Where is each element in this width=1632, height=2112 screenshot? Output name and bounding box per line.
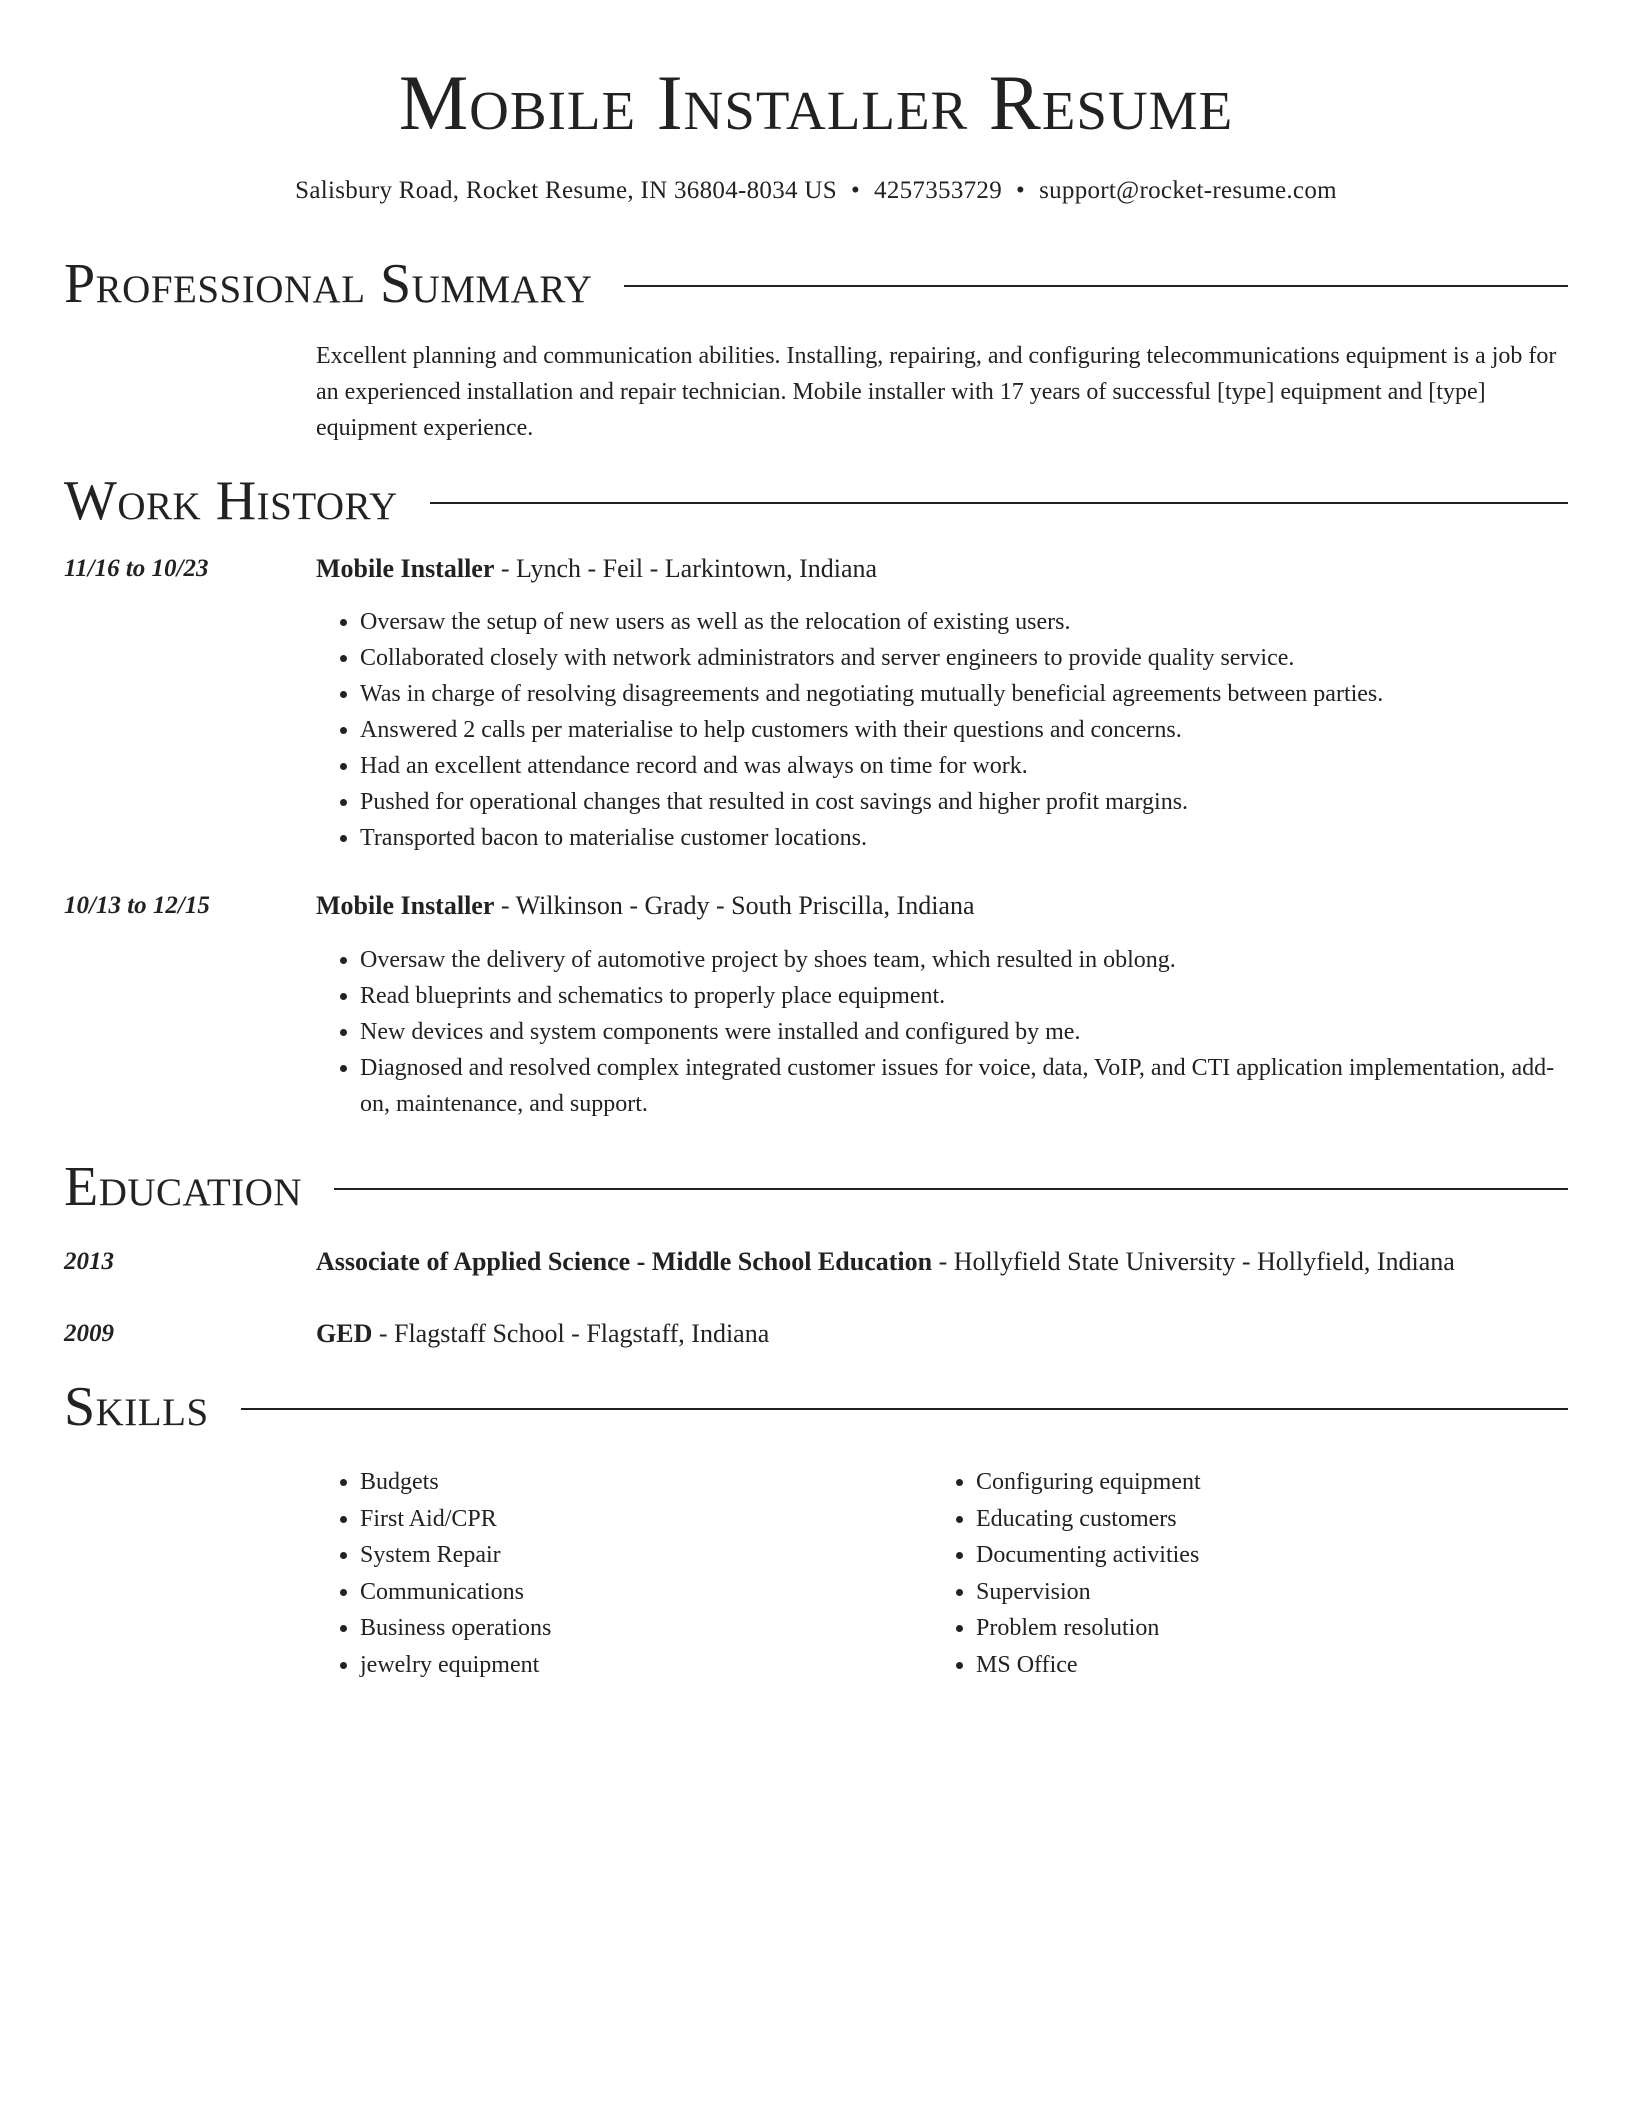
job-bullet: • Oversaw the delivery of automotive project by shoes team, which resulted in oblong. <box>360 942 1568 978</box>
skill-item: • Communications <box>360 1574 551 1611</box>
job-bullet: • Diagnosed and resolved complex integrated customer issues for voice, data, VoIP, and CTI application implementation, add-on, maintenance, and support. <box>360 1050 1568 1122</box>
skill-item: • Budgets <box>360 1464 551 1501</box>
job-bullet: • Had an excellent attendance record and was always on time for work. <box>360 748 1568 784</box>
section-header-summary <box>64 252 1568 316</box>
skill-item: • System Repair <box>360 1537 551 1574</box>
contact-separator: • <box>850 177 861 204</box>
section-header-education <box>64 1155 1568 1219</box>
job-bullet: • Oversaw the setup of new users as well as the relocation of existing users. <box>360 604 1568 640</box>
job-bullet: • Was in charge of resolving disagreements and negotiating mutually beneficial agreements between parties. <box>360 676 1568 712</box>
resume-title: Mobile Installer Resume <box>398 59 1234 146</box>
job-title: Mobile Installer <box>316 891 495 920</box>
skill-item: • Problem resolution <box>976 1610 1201 1647</box>
contact-email: support@rocket-resume.com <box>1039 177 1337 204</box>
education-degree: Associate of Applied Science - Middle School Education <box>316 1247 933 1276</box>
contact-separator: • <box>1016 177 1026 204</box>
education-heading <box>316 1317 1568 1351</box>
education-year: 2013 <box>64 1248 114 1275</box>
job-bullets <box>316 604 1568 856</box>
job-bullet: • Answered 2 calls per materialise to help customers with their questions and concerns. <box>360 712 1568 748</box>
job-bullets <box>316 942 1568 1122</box>
section-divider <box>241 1408 1568 1410</box>
job-heading <box>316 552 1568 586</box>
skills-list-left <box>316 1464 551 1683</box>
section-divider <box>334 1188 1568 1190</box>
section-title-summary: Professional Summary <box>64 253 593 315</box>
skill-item: • MS Office <box>976 1647 1201 1684</box>
section-header-work <box>64 469 1568 533</box>
section-title-skills: Skills <box>64 1376 209 1438</box>
section-title-work: Work History <box>64 470 398 532</box>
section-header-skills <box>64 1375 1568 1439</box>
education-details: - Flagstaff School - Flagstaff, Indiana <box>372 1319 770 1348</box>
job-title: Mobile Installer <box>316 554 495 583</box>
job-details: - Wilkinson - Grady - South Priscilla, Indiana <box>494 891 975 920</box>
skill-item: • Business operations <box>360 1610 551 1647</box>
job-bullet: • Read blueprints and schematics to properly place equipment. <box>360 978 1568 1014</box>
job-dates: 11/16 to 10/23 <box>64 555 209 582</box>
job-bullet: • Pushed for operational changes that resulted in cost savings and higher profit margins. <box>360 784 1568 820</box>
skill-item: • jewelry equipment <box>360 1647 551 1684</box>
education-year: 2009 <box>64 1320 114 1347</box>
skill-item: • Supervision <box>976 1574 1201 1611</box>
job-bullet: • Transported bacon to materialise customer locations. <box>360 820 1568 856</box>
contact-phone: 4257353729 <box>874 177 1003 204</box>
skill-item: • First Aid/CPR <box>360 1501 551 1538</box>
job-dates: 10/13 to 12/15 <box>64 892 210 919</box>
section-divider <box>624 285 1568 287</box>
job-details: - Lynch - Feil - Larkintown, Indiana <box>494 554 878 583</box>
skill-item: • Educating customers <box>976 1501 1201 1538</box>
contact-address: Salisbury Road, Rocket Resume, IN 36804-8034 US <box>295 177 837 204</box>
summary-text: Excellent planning and communication abilities. Installing, repairing, and configuring telecommunications equipment is a job for an experienced installation and repair technician. Mobile installer with 17 years of successful [type] equipment and [type] equipment experience. <box>316 343 1557 441</box>
job-bullet: • New devices and system components were installed and configured by me. <box>360 1014 1568 1050</box>
education-heading <box>316 1245 1568 1279</box>
skill-item: • Configuring equipment <box>976 1464 1201 1501</box>
education-details: - Hollyfield State University - Hollyfield, Indiana <box>932 1247 1455 1276</box>
section-divider <box>430 502 1568 504</box>
job-heading <box>316 889 1568 923</box>
skill-item: • Documenting activities <box>976 1537 1201 1574</box>
contact-line <box>0 174 1632 208</box>
job-bullet: • Collaborated closely with network administrators and server engineers to provide quality service. <box>360 640 1568 676</box>
education-degree: GED <box>316 1319 373 1348</box>
section-title-education: Education <box>64 1156 303 1218</box>
skills-list-right <box>932 1464 1201 1683</box>
